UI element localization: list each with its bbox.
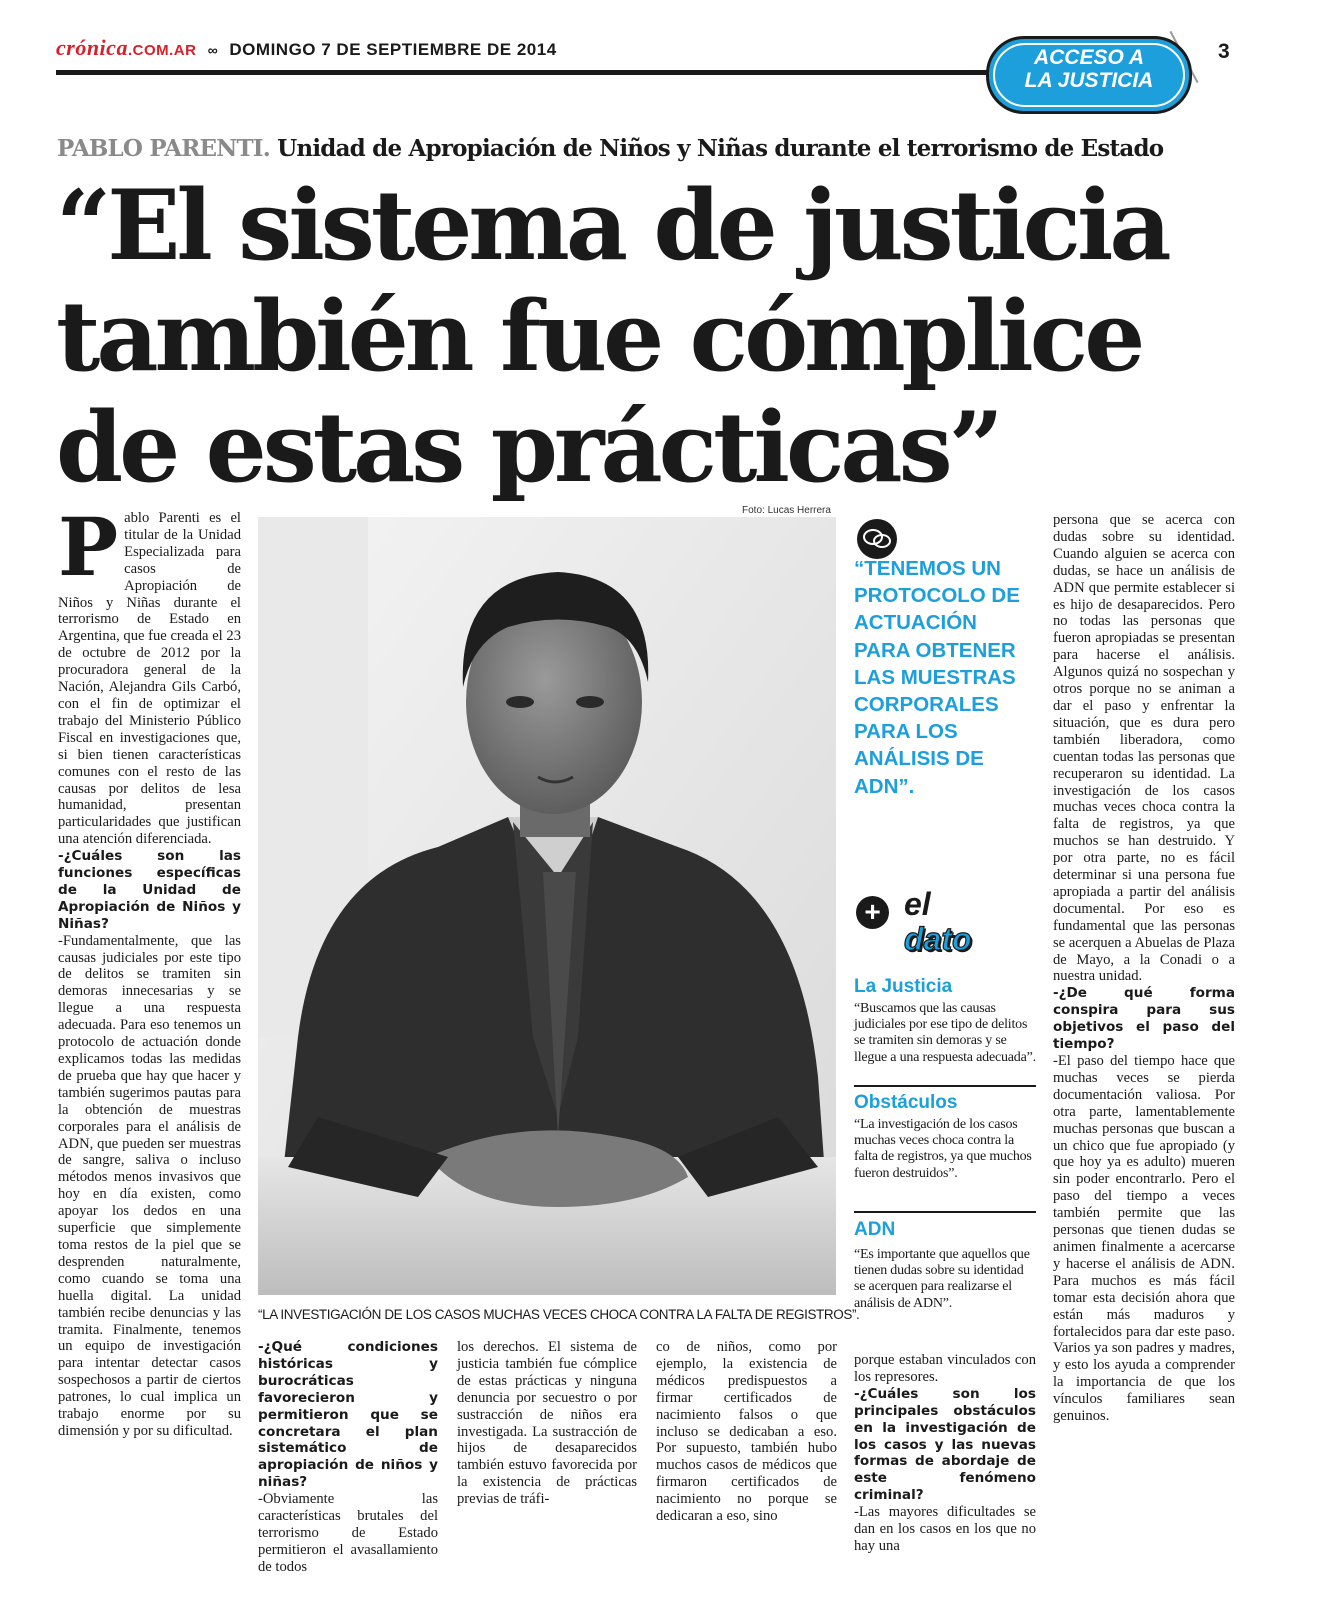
answer-3: -Las mayores dificultades se dan en los casos en los que no hay una: [854, 1504, 1036, 1554]
article-column-3: [457, 1339, 637, 1508]
section-badge-line-2: LA JUSTICIA: [1024, 69, 1154, 92]
masthead: [56, 35, 557, 61]
fact-separator: [854, 1085, 1036, 1087]
headline-line-1: “El sistema de justicia: [56, 169, 1168, 282]
question-3: -¿Cuáles son los principales obstáculos en la investigación de los casos y las nuevas formas de abordaje de este fenómeno criminal?: [854, 1385, 1036, 1504]
section-badge-label: [989, 46, 1189, 92]
fact-body-justicia: “Buscamos que las causas judiciales por ese tipo de delitos se tramiten sin demoras y se llegue a una respuesta adecuada”.: [854, 1001, 1036, 1065]
question-2: -¿Qué condiciones históricas y burocráticas favorecieron y permitieron que se concretara el plan sistemático de apropiación de niños y niñas?: [258, 1339, 438, 1491]
article-column-1: [58, 500, 241, 1440]
el-dato-label-dato: dato: [904, 921, 972, 957]
kicker-description: Unidad de Apropiación de Niños y Niñas durante el terrorismo de Estado: [277, 135, 1164, 162]
fact-title-adn: ADN: [854, 1219, 896, 1240]
article-column-2: [258, 1339, 438, 1576]
question-4: -¿De qué forma conspira para sus objetivos el paso del tiempo?: [1053, 985, 1235, 1053]
headline: [56, 170, 1276, 503]
column-3-text: los derechos. El sistema de justicia también fue cómplice de estas prácticas y ninguna denuncia por secuestro o por sustracción de niños era investigada. La sustracción de hijos de desaparecidos también estuvo favorecida por la existencia de prácticas previas de tráfi-: [457, 1339, 637, 1508]
kicker: [57, 135, 1163, 162]
plus-icon: +: [856, 896, 889, 929]
article-column-4: [656, 1339, 837, 1525]
article-column-6: [1053, 512, 1235, 1425]
headline-line-2: también fue cómplice: [56, 280, 1142, 393]
dropcap: P: [58, 500, 119, 594]
brand-domain: .COM.AR: [127, 42, 197, 59]
fact-title-justicia: La Justicia: [854, 976, 953, 997]
headline-line-3: de estas prácticas”: [56, 391, 1000, 504]
question-1: -¿Cuáles son las funciones específicas de la Unidad de Apropiación de Niños y Niñas?: [58, 848, 241, 932]
fact-body-adn: “Es importante que aquellos que tienen dudas sobre su identidad se acerquen para realizarse el análisis de ADN”.: [854, 1247, 1030, 1311]
fact-title-obstaculos: Obstáculos: [854, 1092, 958, 1113]
section-badge[interactable]: [986, 36, 1192, 114]
answer-2: -Obviamente las características brutales del terrorismo de Estado permitieron el avasallamiento de todos: [258, 1491, 438, 1575]
column-5-text: porque estaban vinculados con los represores.: [854, 1352, 1036, 1385]
article-column-5: [854, 1352, 1036, 1555]
column-4-text: co de niños, como por ejemplo, la existencia de médicos predispuestos a firmar certificados de nacimiento falsos o que incluso se dedicaban a eso. Por supuesto, también hubo muchos casos de médicos que firmaron certificados de nacimiento no porque se dedicaran a eso, sino: [656, 1339, 837, 1525]
issue-date: DOMINGO 7 DE SEPTIEMBRE DE 2014: [229, 40, 557, 59]
kicker-name: PABLO PARENTI.: [57, 135, 270, 162]
portrait-illustration: [258, 517, 836, 1295]
pull-quote: “TENEMOS UN PROTOCOLO DE ACTUACIÓN PARA OBTENER LAS MUESTRAS CORPORALES PARA LOS ANÁLISIS DE ADN”.: [854, 557, 1020, 798]
el-dato-label-el: el: [904, 886, 931, 922]
chat-bubbles-icon: [857, 519, 897, 559]
fact-body-obstaculos: “La investigación de los casos muchas veces choca contra la falta de registros, ya que muchos fueron destruidos”.: [854, 1117, 1032, 1181]
answer-1: -Fundamentalmente, que las causas judiciales por este tipo de delitos se tramiten sin demoras innecesarias y se llegue a una respuesta adecuada. Para eso tenemos un protocolo de actuación donde explicamos todas las medidas de prueba que hay que hacer y también sugerimos pautas para la obtención de muestras corporales para el análisis de ADN, que pueden ser muestras de sangre, saliva o incluso métodos menos invasivos que hoy en día existen, como apoyar los dedos en una superficie que simplemente toma restos de la piel que se desprenden naturalmente, como cuando se toma una huella digital. La unidad también recibe denuncias y las tramita. Finalmente, tenemos un equipo de investigación para intentar detectar casos sospechosos a partir de ciertos patrones, lo cual implica un trabajo enorme por su dimensión y por su dificultad.: [58, 932, 241, 1439]
column-6-text: persona que se acerca con dudas sobre su identidad. Cuando alguien se acerca con dudas, se hace un análisis de ADN que permite establecer si es hijo de desaparecidos. Pero no todas las personas que fueron apropiadas se presentan para hacerse el análisis. Algunos quizá no sospechan y otros porque no se animan a dar el paso y enfrentar la situación, que es dura pero también liberadora, como cuentan todas las personas que recuperaron su identidad. La investigación de los casos muchas veces choca contra la falta de registros, ya que muchos se han destruido. Y por otra parte, no es fácil determinar si una persona fue apropiada a partir del análisis documental. Por eso es fundamental que las personas se acerquen a Abuelas de Plaza de Mayo, a la Conadi o a nuestra unidad.: [1053, 512, 1235, 985]
portrait-photo: [258, 517, 836, 1295]
brand-logo[interactable]: crónica: [56, 35, 128, 60]
answer-4: -El paso del tiempo hace que muchas veces se pierda documentación valiosa. Por otra parte, lamentablemente muchas personas que buscan a un chico que fue apropiado (y que hoy ya es adulto) mueren sin poder encontrarlo. Pero el paso del tiempo a veces también permite que las personas que tienen dudas se animen finalmente a acercarse y hacerse el análisis de ADN. Para muchos es más fácil tomar esta decisión ahora que están más maduros y fortalecidos para dar este paso. Varios ya son padres y madres, y esto los ayuda a comprender la importancia de que los vínculos familiares sean genuinos.: [1053, 1053, 1235, 1425]
separator-icon: ∞: [207, 42, 219, 58]
intro-paragraph: ablo Parenti es el titular de la Unidad Especializada para casos de Apropiación de Niños y Niñas durante el terrorismo de Estado en Argentina, que fue creada el 23 de octubre de 2012 por la procuradora general de la Nación, Alejandra Gils Carbó, con el fin de optimizar el trabajo del Ministerio Público Fiscal en investigaciones que, si bien tienen características comunes con el resto de las causas por delitos de lesa humanidad, presentan particularidades que justifican una atención diferenciada.: [58, 510, 241, 848]
fact-separator: [854, 1211, 1036, 1213]
section-badge-line-1: ACCESO A: [1033, 46, 1145, 69]
page-number: 3: [1218, 40, 1230, 63]
photo-credit: Foto: Lucas Herrera: [742, 505, 831, 516]
photo-caption: “LA INVESTIGACIÓN DE LOS CASOS MUCHAS VECES CHOCA CONTRA LA FALTA DE REGISTROS”.: [258, 1307, 860, 1322]
